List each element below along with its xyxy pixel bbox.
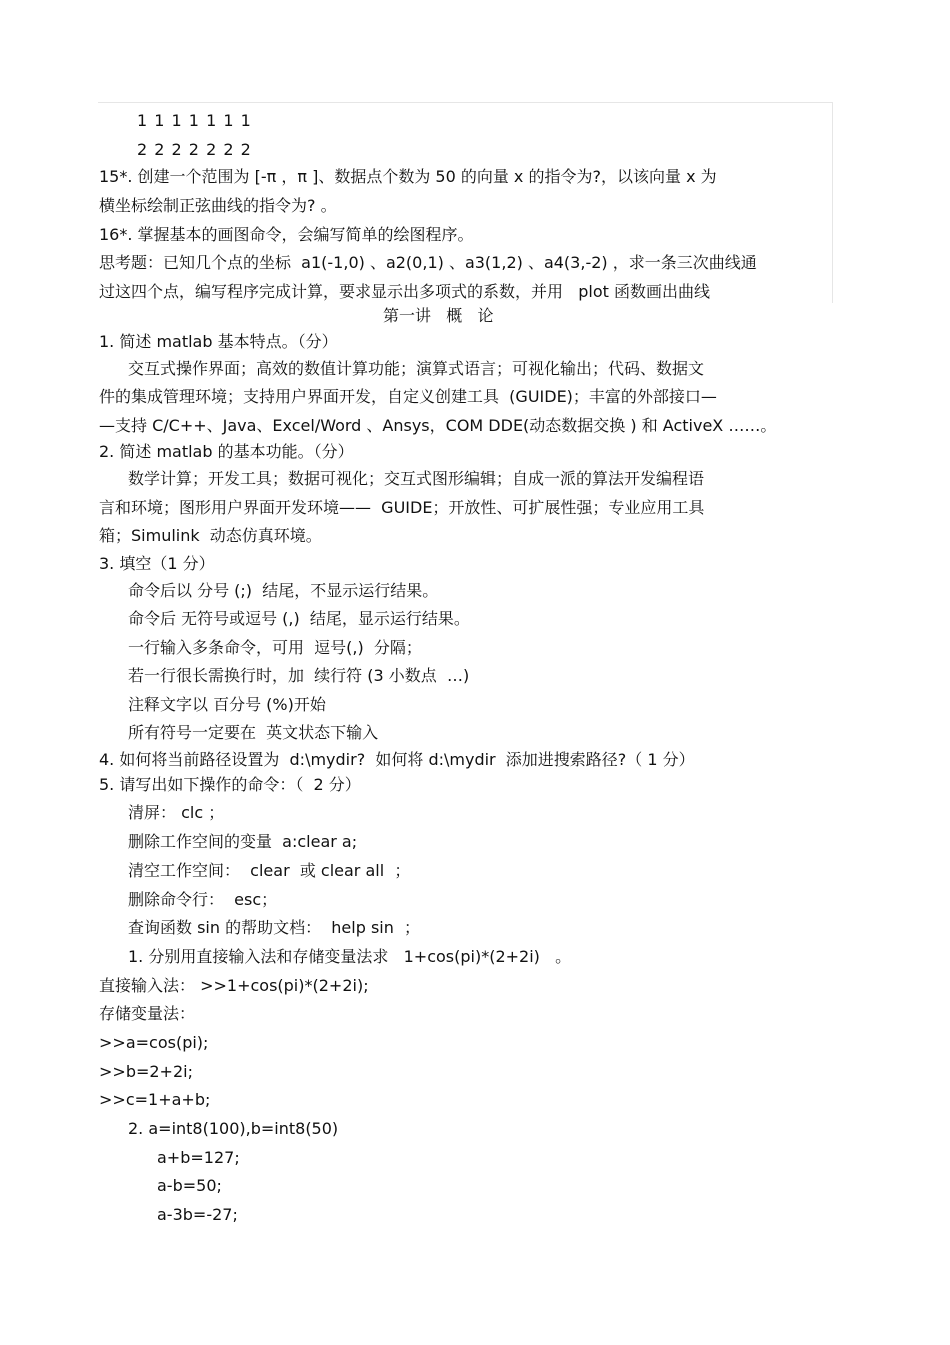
code-line-a: >>a=cos(pi); — [99, 1033, 209, 1052]
section-title: 第一讲 概 论 — [383, 306, 494, 325]
item-5-answer-1: 清屏： clc ； — [128, 803, 225, 822]
matrix-row-1: 1 1 1 1 1 1 1 — [137, 111, 252, 130]
exercise-2-line-3: a-3b=-27; — [157, 1205, 238, 1224]
code-line-c: >>c=1+a+b; — [99, 1090, 211, 1109]
item-3-fill-5: 注释文字以 百分号 (%)开始 — [128, 695, 326, 714]
exercise-2-heading: 2. a=int8(100),b=int8(50) — [128, 1119, 339, 1138]
item-1-heading: 1. 简述 matlab 基本特点。（分） — [99, 332, 338, 351]
thinking-question-line-2: 过这四个点，编写程序完成计算，要求显示出多项式的系数，并用 plot 函数画出曲线 — [99, 282, 711, 301]
question-16: 16*. 掌握基本的画图命令，会编写简单的绘图程序。 — [99, 225, 474, 244]
item-3-fill-1: 命令后以 分号 (;) 结尾，不显示运行结果。 — [128, 581, 439, 600]
item-5-answer-3: 清空工作空间： clear 或 clear all ； — [128, 861, 411, 880]
item-5-heading: 5. 请写出如下操作的命令：（ 2 分） — [99, 775, 361, 794]
item-4: 4. 如何将当前路径设置为 d:\mydir? 如何将 d:\mydir 添加进搜索路径?（ 1 分） — [99, 750, 695, 769]
item-2-answer-line-2: 言和环境；图形用户界面开发环境—— GUIDE；开放性、可扩展性强；专业应用工具 — [99, 498, 705, 517]
item-1-answer-line-2: 件的集成管理环境；支持用户界面开发，自定义创建工具 (GUIDE)；丰富的外部接口— — [99, 387, 717, 406]
item-3-fill-3: 一行输入多条命令，可用 逗号(,) 分隔； — [128, 638, 422, 657]
item-3-fill-2: 命令后 无符号或逗号 (,) 结尾，显示运行结果。 — [128, 609, 470, 628]
thinking-question-line-1: 思考题：已知几个点的坐标 a1(-1,0) 、a2(0,1) 、a3(1,2) 、a4(3,-2) ，求一条三次曲线通 — [99, 253, 757, 272]
item-3-fill-4: 若一行很长需换行时，加 续行符 (3 小数点 …) — [128, 666, 470, 685]
item-5-answer-4: 删除命令行： esc； — [128, 890, 278, 909]
code-line-b: >>b=2+2i; — [99, 1062, 193, 1081]
exercise-2-line-1: a+b=127; — [157, 1148, 240, 1167]
exercise-1-direct: 直接输入法： >>1+cos(pi)*(2+2i); — [99, 976, 369, 995]
exercise-2-line-2: a-b=50; — [157, 1176, 222, 1195]
item-5-answer-2: 删除工作空间的变量 a:clear a; — [128, 832, 358, 851]
item-3-heading: 3. 填空（1 分） — [99, 554, 215, 573]
exercise-1-heading: 1. 分别用直接输入法和存储变量法求 1+cos(pi)*(2+2i) 。 — [128, 947, 572, 966]
question-15-line-2: 横坐标绘制正弦曲线的指令为? 。 — [99, 196, 337, 215]
item-1-answer-line-1: 交互式操作界面；高效的数值计算功能；演算式语言；可视化输出；代码、数据文 — [128, 359, 705, 378]
item-1-answer-line-3: —支持 C/C++、Java、Excel/Word 、Ansys，COM DDE(动态数据交换 ) 和 ActiveX ……。 — [99, 416, 777, 435]
item-2-answer-line-3: 箱；Simulink 动态仿真环境。 — [99, 526, 322, 545]
question-15-line-1: 15*. 创建一个范围为 [-π ，π ]、数据点个数为 50 的向量 x 的指令为?，以该向量 x 为 — [99, 167, 717, 186]
item-2-answer-line-1: 数学计算；开发工具；数据可视化；交互式图形编辑；自成一派的算法开发编程语 — [128, 469, 705, 488]
item-2-heading: 2. 简述 matlab 的基本功能。（分） — [99, 442, 354, 461]
exercise-1-stored-label: 存储变量法： — [99, 1004, 196, 1023]
item-5-answer-5: 查询函数 sin 的帮助文档： help sin ； — [128, 918, 421, 937]
item-3-fill-6: 所有符号一定要在 英文状态下输入 — [128, 723, 379, 742]
matrix-row-2: 2 2 2 2 2 2 2 — [137, 140, 252, 159]
